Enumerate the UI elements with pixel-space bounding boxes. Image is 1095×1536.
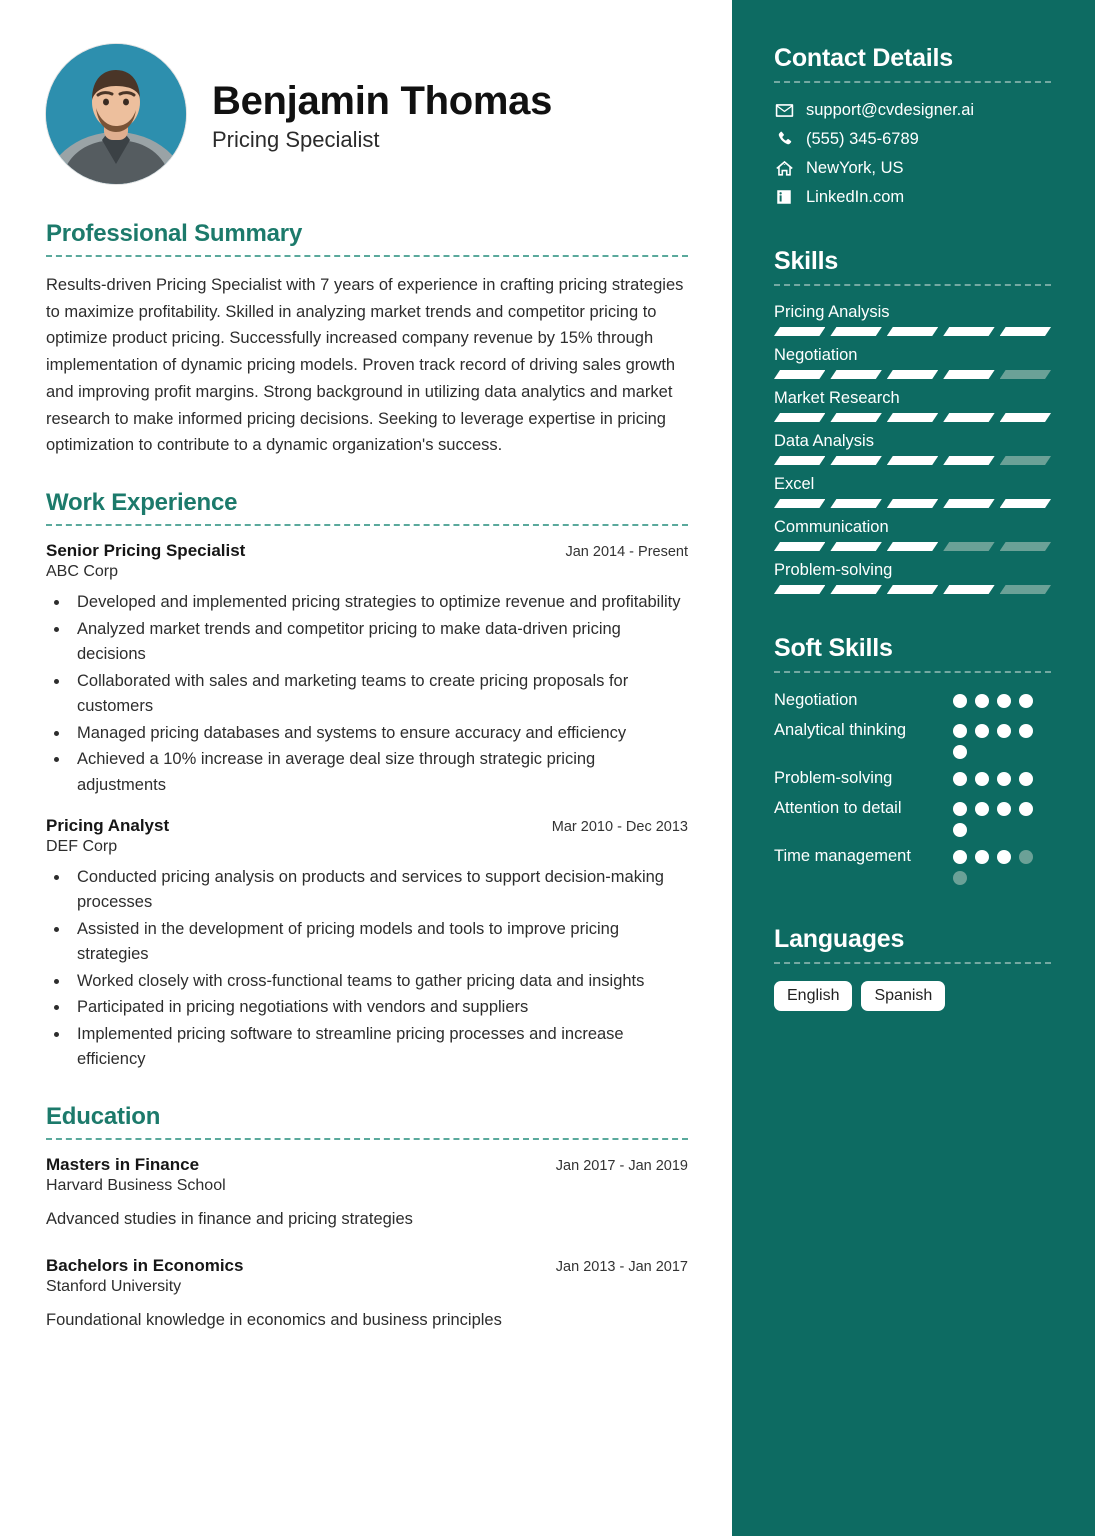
rating-dot [975,802,989,816]
experience-company: ABC Corp [46,563,119,581]
skill-label: Excel [774,475,815,493]
rating-dot [975,850,989,864]
skill-bar-segment [774,585,825,594]
rating-dot [1019,802,1033,816]
languages-list [774,981,1051,1011]
skill-bar-segment [774,370,825,379]
sidebar-divider [774,81,1051,83]
sidebar-divider [774,284,1051,286]
rating-dot [953,850,967,864]
language-chip[interactable]: Spanish [861,981,945,1011]
rating-dot [953,871,967,885]
section-heading-education: Education [46,1103,161,1131]
skill-item [774,518,1051,551]
skill-bar-segment [943,542,994,551]
soft-skill-label: Problem-solving [774,769,893,788]
experience-bullet-list [70,590,688,799]
soft-skill-label: Attention to detail [774,799,902,818]
rating-dot [953,823,967,837]
experience-entry-header [46,816,688,836]
experience-bullet: • Conducted pricing analysis on products and services to support decision-making processes [70,865,688,916]
education-degree: Bachelors in Economics [46,1255,244,1275]
skill-bar-segment [830,456,881,465]
candidate-title: Pricing Specialist [212,126,380,152]
candidate-name: Benjamin Thomas [212,79,553,124]
sidebar-heading-skills: Skills [774,247,839,275]
skill-bar-segment [887,585,938,594]
skill-bar-segment [943,327,994,336]
skill-bar-segment [830,499,881,508]
experience-entry [46,816,688,1074]
experience-bullet: • Worked closely with cross-functional teams to gather pricing data and insights [70,969,688,995]
skill-bar-segment [887,413,938,422]
sidebar-divider [774,671,1051,673]
rating-dot [975,694,989,708]
experience-company: DEF Corp [46,837,118,855]
contact-list [774,100,1051,207]
soft-skill-rating [953,690,1051,708]
skill-bar-segment [887,499,938,508]
soft-skill-rating [953,768,1051,786]
section-divider [46,255,688,257]
rating-dot [1019,694,1033,708]
skill-bar-segment [774,413,825,422]
skill-level-bar [774,542,1051,551]
skill-bar-segment [943,370,994,379]
experience-bullet: • Participated in pricing negotiations with vendors and suppliers [70,995,688,1021]
skill-bar-segment [1000,456,1051,465]
soft-skill-rating [953,846,1051,885]
section-education [46,1103,688,1333]
experience-bullet: • Developed and implemented pricing strategies to optimize revenue and profitability [70,590,688,616]
rating-dot [953,772,967,786]
experience-bullet-list [70,865,688,1074]
education-date-range: Jan 2013 - Jan 2017 [555,1258,688,1275]
soft-skill-item [774,798,1051,837]
education-date-range: Jan 2017 - Jan 2019 [555,1158,688,1175]
skill-level-bar [774,456,1051,465]
avatar [46,44,186,184]
contact-value: LinkedIn.com [806,187,905,206]
soft-skill-label: Analytical thinking [774,721,907,740]
skill-level-bar [774,585,1051,594]
contact-item[interactable] [774,100,1051,120]
envelope-icon [774,100,794,120]
skill-bar-segment [1000,499,1051,508]
soft-skill-label: Negotiation [774,691,858,709]
rating-dot [1019,850,1033,864]
education-entry [46,1256,688,1333]
rating-dot [975,724,989,738]
skill-bar-segment [1000,413,1051,422]
experience-entry-header [46,541,688,561]
skill-bar-segment [887,456,938,465]
education-description: Advanced studies in finance and pricing strategies [46,1210,413,1229]
rating-dot [997,694,1011,708]
skill-label: Pricing Analysis [774,303,890,321]
sidebar-divider [774,962,1051,964]
skill-bar-segment [830,585,881,594]
experience-bullet: • Achieved a 10% increase in average deal size through strategic pricing adjustments [70,747,688,798]
section-heading-experience: Work Experience [46,489,238,517]
skill-bar-segment [887,542,938,551]
skill-item [774,432,1051,465]
skill-label: Problem-solving [774,561,893,579]
skill-bar-segment [1000,585,1051,594]
education-list [46,1155,688,1333]
contact-value: (555) 345-6789 [806,129,919,148]
skill-item [774,303,1051,336]
soft-skills-list [774,690,1051,885]
skill-bar-segment [943,413,994,422]
sidebar-heading-contact: Contact Details [774,44,953,72]
experience-bullet: • Assisted in the development of pricing models and tools to improve pricing strategies [70,917,688,968]
rating-dot [953,694,967,708]
resume-header [46,44,688,184]
skill-level-bar [774,327,1051,336]
skill-item [774,346,1051,379]
education-entry [46,1155,688,1232]
skill-item [774,561,1051,594]
education-description: Foundational knowledge in economics and business principles [46,1310,502,1329]
experience-list [46,541,688,1073]
skill-label: Negotiation [774,346,858,364]
soft-skill-item [774,690,1051,711]
skill-bar-segment [774,542,825,551]
skill-bar-segment [1000,370,1051,379]
sidebar-section-languages [774,925,1051,1011]
skill-level-bar [774,370,1051,379]
skill-label: Communication [774,518,889,536]
linkedin-icon [774,187,794,207]
experience-job-title: Pricing Analyst [46,815,170,835]
rating-dot [975,772,989,786]
section-divider [46,524,688,526]
soft-skill-rating [953,720,1051,759]
soft-skill-rating [953,798,1051,837]
education-entry-header [46,1256,688,1276]
soft-skill-label: Time management [774,847,911,866]
rating-dot [953,724,967,738]
section-heading-summary: Professional Summary [46,220,303,247]
skill-bar-segment [943,585,994,594]
experience-bullet: • Implemented pricing software to streamline pricing processes and increase efficiency [70,1022,688,1073]
soft-skill-item [774,720,1051,759]
skill-bar-segment [887,370,938,379]
skill-label: Market Research [774,389,900,407]
contact-item[interactable] [774,158,1051,178]
soft-skill-item [774,846,1051,885]
name-block [212,75,552,153]
skill-label: Data Analysis [774,432,874,450]
skill-bar-segment [774,499,825,508]
education-school: Stanford University [46,1277,182,1295]
rating-dot [997,772,1011,786]
summary-text: Results-driven Pricing Specialist with 7 years of experience in crafting pricing strategies to maximize profitability. Skilled in analyzing market trends and competitor pricing to optimize product pricing. Successfully increased company revenue by 15% through implementation of dynamic pricing models. Proven track record of driving sales growth and improving profit margins. Strong background in utilizing data analytics and market research to make informed pricing decisions. Seeking to leverage expertise in pricing optimization to contribute to a dynamic organization's success. [46,276,684,455]
skill-bar-segment [830,327,881,336]
rating-dot [1019,724,1033,738]
contact-value: NewYork, US [806,158,904,177]
skill-item [774,389,1051,422]
sidebar-section-soft-skills [774,634,1051,885]
contact-item[interactable] [774,129,1051,149]
skill-bar-segment [1000,327,1051,336]
sidebar [732,0,1095,1536]
skill-bar-segment [943,456,994,465]
skill-bar-segment [830,413,881,422]
experience-bullet: • Analyzed market trends and competitor pricing to make data-driven pricing decisions [70,617,688,668]
contact-item[interactable] [774,187,1051,207]
skills-list [774,303,1051,594]
sidebar-heading-languages: Languages [774,925,905,954]
experience-bullet: • Managed pricing databases and systems to ensure accuracy and efficiency [70,721,688,747]
education-entry-header [46,1155,688,1175]
skill-bar-segment [830,370,881,379]
skill-bar-segment [830,542,881,551]
language-chip[interactable]: English [774,981,852,1011]
rating-dot [953,802,967,816]
section-work-experience [46,489,688,1073]
sidebar-heading-soft-skills: Soft Skills [774,634,893,662]
skill-level-bar [774,499,1051,508]
education-school: Harvard Business School [46,1177,226,1195]
rating-dot [997,724,1011,738]
skill-bar-segment [943,499,994,508]
experience-date-range: Mar 2010 - Dec 2013 [551,818,688,835]
experience-bullet: • Collaborated with sales and marketing teams to create pricing proposals for customers [70,669,688,720]
skill-bar-segment [1000,542,1051,551]
skill-level-bar [774,413,1051,422]
skill-bar-segment [774,327,825,336]
sidebar-section-skills [774,247,1051,594]
rating-dot [1019,772,1033,786]
education-degree: Masters in Finance [46,1155,200,1175]
soft-skill-item [774,768,1051,789]
section-divider [46,1138,688,1140]
phone-icon [774,129,794,149]
rating-dot [953,745,967,759]
sidebar-section-contact [774,44,1051,207]
home-icon [774,158,794,178]
skill-bar-segment [774,456,825,465]
experience-date-range: Jan 2014 - Present [565,544,688,561]
experience-entry [46,541,688,799]
rating-dot [997,850,1011,864]
skill-item [774,475,1051,508]
contact-value: support@cvdesigner.ai [806,100,975,119]
rating-dot [997,802,1011,816]
section-professional-summary [46,220,688,459]
skill-bar-segment [887,327,938,336]
experience-job-title: Senior Pricing Specialist [46,541,246,561]
